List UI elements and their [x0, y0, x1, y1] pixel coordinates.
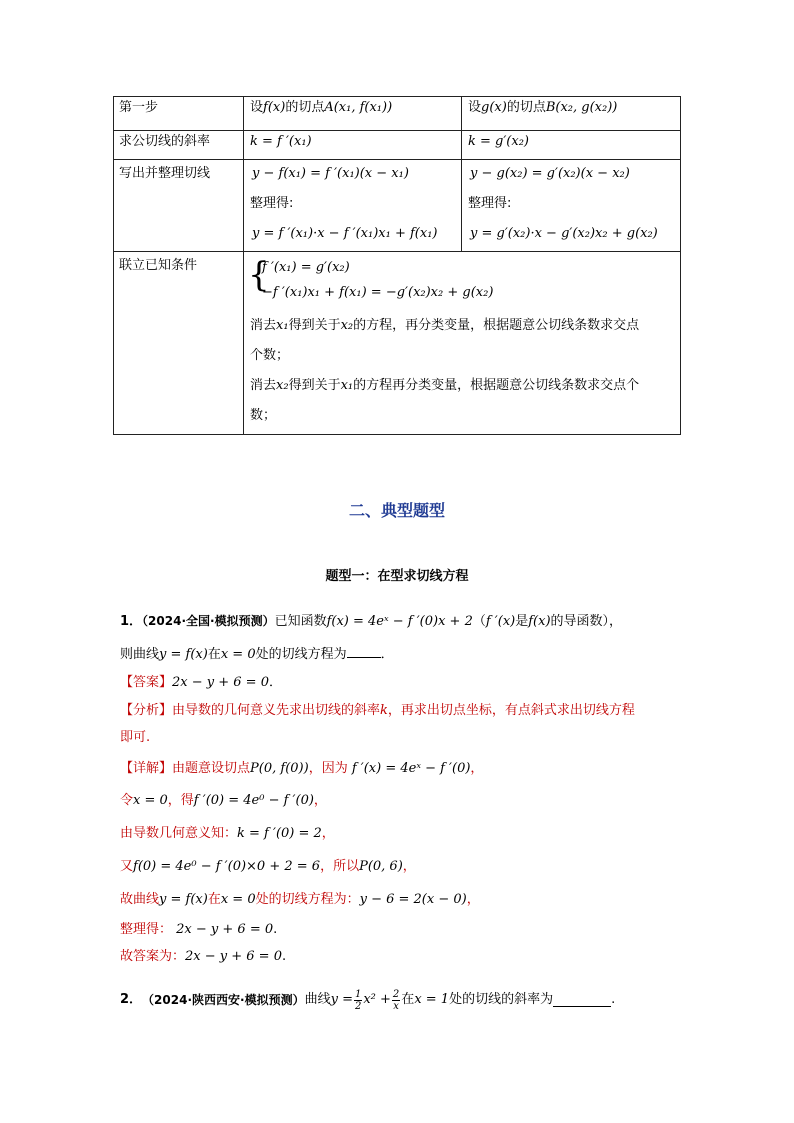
system-brace: {: [248, 255, 270, 295]
table-cell-slope-label: 求公切线的斜率: [119, 134, 211, 149]
table-cell-g-line-eq: y − g(x₂) = g′(x₂)(x − x₂): [470, 166, 630, 181]
table-cell-f-line-eq: y − f(x₁) = f ′(x₁)(x − x₁): [252, 166, 409, 181]
table-cell-g-simplified-eq: y = g′(x₂)·x − g′(x₂)x₂ + g(x₂): [470, 226, 658, 241]
q1-detail-3: 由导数几何意义知：k = f ′(0) = 2，: [120, 826, 335, 841]
q1-detail-5: 故曲线y = f(x)在x = 0处的切线方程为：y − 6 = 2(x − 0)，: [120, 892, 480, 907]
q2-stem: 2． （2024·陕西西安·模拟预测） 曲线 y = $\frac{1}{2}$ x² + $\frac{2}{x}$ 在 x = 1 处的切线的斜率为 .: [120, 988, 616, 1012]
table-cell-step1: 第一步: [119, 100, 159, 115]
table-cell-f-simplified-eq: y = f ′(x₁)·x − f ′(x₁)x₁ + f(x₁): [252, 226, 438, 241]
q1-detail-7: 故答案为：2x − y + 6 = 0.: [120, 949, 287, 964]
table-cell-tangent-label: 写出并整理切线: [119, 166, 211, 181]
fraction-one-half: $\frac{1}{2}$: [354, 988, 362, 1012]
system-equation-1: f ′(x₁) = g′(x₂): [262, 260, 350, 275]
table-cell-slope-f: k = f ′(x₁): [250, 134, 312, 149]
table-cell-eliminate-x1-cont: 个数；: [250, 348, 290, 363]
q1-detail-2: 令x = 0，得f ′(0) = 4e⁰ − f ′(0)，: [120, 793, 327, 808]
q1-stem-cont: 则曲线y = f(x)在x = 0处的切线方程为 ．: [120, 647, 394, 662]
q1-detail-6: 整理得： 2x − y + 6 = 0.: [120, 922, 278, 937]
fraction-two-over-x: $\frac{2}{x}$: [392, 988, 400, 1012]
q1-detail-4: 又f(0) = 4e⁰ − f ′(0)×0 + 2 = 6，所以P(0, 6)，: [120, 859, 416, 874]
q1-analysis-cont: 即可.: [120, 730, 151, 745]
table-cell-eliminate-x1: 消去x₁得到关于x₂的方程，再分类变量，根据题意公切线条数求交点: [250, 318, 640, 333]
answer-blank: [347, 645, 381, 658]
table-cell-f-tangent-point: 设f(x)的切点A(x₁, f(x₁)): [250, 100, 393, 115]
q1-stem: 1．（2024·全国·模拟预测）已知函数f(x) = 4eˣ − f ′(0)x + 2（f ′(x)是f(x)的导函数），: [120, 614, 623, 629]
table-cell-g-simplify-label: 整理得:: [468, 196, 512, 211]
table-cell-slope-g: k = g′(x₂): [468, 134, 529, 149]
table-cell-eliminate-x2-cont: 数；: [250, 408, 277, 423]
q1-answer: 【答案】2x − y + 6 = 0．: [120, 675, 282, 690]
question-type-title: 题型一：在型求切线方程: [325, 569, 469, 584]
section-title: 二、典型题型: [348, 501, 445, 520]
table-cell-eliminate-x2: 消去x₂得到关于x₁的方程再分类变量，根据题意公切线条数求交点个: [250, 378, 640, 393]
table-cell-g-tangent-point: 设g(x)的切点B(x₂, g(x₂)): [468, 100, 618, 115]
q1-analysis: 【分析】由导数的几何意义先求出切线的斜率k，再求出切点坐标，有点斜式求出切线方程: [120, 703, 635, 718]
table-cell-f-simplify-label: 整理得:: [250, 196, 294, 211]
answer-blank: [553, 994, 611, 1007]
table-cell-system-label: 联立已知条件: [119, 258, 198, 273]
system-equation-2: −f ′(x₁)x₁ + f(x₁) = −g′(x₂)x₂ + g(x₂): [262, 285, 494, 300]
q1-detail-1: 【详解】由题意设切点P(0, f(0))，因为 f ′(x) = 4eˣ − f ′(0)，: [120, 761, 484, 776]
